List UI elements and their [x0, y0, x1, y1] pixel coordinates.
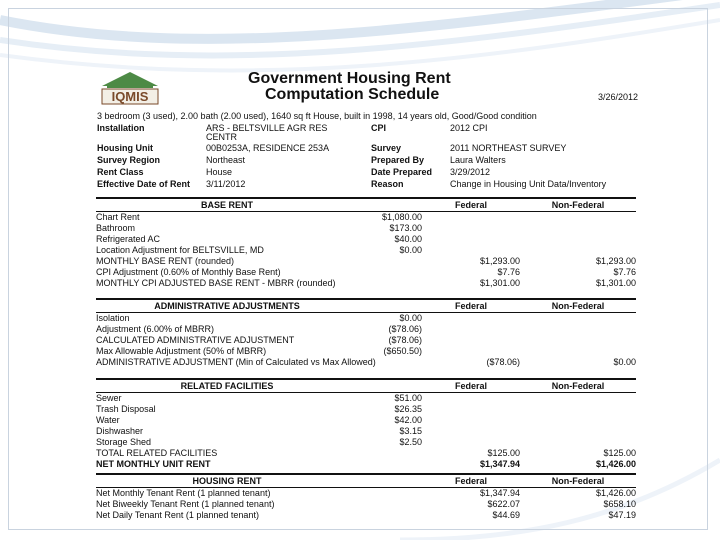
row-label: Bathroom — [96, 223, 136, 233]
table-row — [96, 256, 636, 267]
table-row — [96, 278, 636, 289]
row-amount — [358, 459, 422, 470]
nonfederal-column-header: Non-Federal — [520, 198, 636, 212]
row-amount — [358, 278, 422, 289]
row-label: Storage Shed — [96, 437, 152, 447]
table-row — [96, 212, 636, 224]
table-row — [96, 437, 636, 448]
row-nonfederal: $7.76 — [613, 267, 636, 277]
row-federal — [422, 313, 520, 325]
prepared-by-value: Laura Walters — [450, 155, 506, 165]
row-label: Location Adjustment for BELTSVILLE, MD — [96, 245, 264, 255]
nonfederal-column-header: Non-Federal — [520, 474, 636, 488]
row-amount: $51.00 — [394, 393, 422, 403]
installation-label: Installation — [97, 123, 145, 133]
row-amount: $173.00 — [389, 223, 422, 233]
row-nonfederal — [520, 426, 636, 437]
table-row — [96, 335, 636, 346]
row-federal: $1,293.00 — [479, 256, 520, 266]
row-federal: $622.07 — [487, 499, 520, 509]
row-federal: $1,347.94 — [479, 488, 520, 498]
row-nonfederal — [520, 234, 636, 245]
info-left — [97, 122, 367, 190]
print-date: 3/26/2012 — [598, 92, 639, 102]
federal-column-header: Federal — [422, 474, 520, 488]
row-federal — [422, 437, 520, 448]
row-label: Net Monthly Tenant Rent (1 planned tenant) — [96, 488, 271, 498]
table-row — [96, 357, 636, 368]
row-label: Dishwasher — [96, 426, 144, 436]
row-nonfederal: $658.10 — [603, 499, 636, 509]
row-federal — [422, 335, 520, 346]
federal-column-header: Federal — [422, 198, 520, 212]
related-header-row — [96, 379, 636, 393]
row-nonfederal — [520, 415, 636, 426]
section-title: BASE RENT — [96, 198, 358, 212]
row-amount — [358, 256, 422, 267]
nonfederal-column-header: Non-Federal — [520, 299, 636, 313]
installation-value-cont: CENTR — [206, 132, 237, 142]
table-row — [96, 459, 636, 470]
row-label: Trash Disposal — [96, 404, 156, 414]
table-row — [96, 510, 636, 521]
row-amount: $2.50 — [399, 437, 422, 447]
row-amount — [358, 510, 422, 521]
date-prepared-label: Date Prepared — [371, 167, 433, 177]
row-label: Net Biweekly Tenant Rent (1 planned tenant) — [96, 499, 275, 509]
row-amount — [358, 499, 422, 510]
federal-column-header: Federal — [422, 299, 520, 313]
logo-text: IQMIS — [111, 89, 149, 104]
housing-unit-value: 00B0253A, RESIDENCE 253A — [206, 143, 330, 153]
row-amount: ($78.06) — [388, 324, 422, 334]
row-federal — [422, 426, 520, 437]
row-nonfederal — [520, 212, 636, 224]
row-federal — [422, 223, 520, 234]
row-label: Refrigerated AC — [96, 234, 161, 244]
table-row — [96, 346, 636, 357]
row-federal: $125.00 — [487, 448, 520, 458]
table-row — [96, 245, 636, 256]
table-row — [96, 313, 636, 325]
row-label: CPI Adjustment (0.60% of Monthly Base Rent) — [96, 267, 281, 277]
row-federal — [422, 346, 520, 357]
section-title: RELATED FACILITIES — [96, 379, 358, 393]
survey-value: 2011 NORTHEAST SURVEY — [450, 143, 567, 153]
row-amount — [358, 267, 422, 278]
section-title: ADMINISTRATIVE ADJUSTMENTS — [96, 299, 358, 313]
unit-description: 3 bedroom (3 used), 2.00 bath (2.00 used), 1640 sq ft House, built in 1998, 14 years old, Good/Good condition — [97, 111, 537, 121]
row-label: MONTHLY BASE RENT (rounded) — [96, 256, 235, 266]
table-row — [96, 448, 636, 459]
row-nonfederal: $47.19 — [608, 510, 636, 520]
header-spacer — [358, 379, 422, 393]
reason-value: Change in Housing Unit Data/Inventory — [450, 179, 607, 189]
row-nonfederal: $1,293.00 — [595, 256, 636, 266]
table-row — [96, 415, 636, 426]
row-label: Chart Rent — [96, 212, 140, 222]
administrative-adjustments-table — [96, 298, 636, 368]
row-nonfederal — [520, 313, 636, 325]
row-label: Isolation — [96, 313, 130, 323]
section-title: HOUSING RENT — [96, 474, 358, 488]
table-row — [96, 234, 636, 245]
row-federal — [422, 324, 520, 335]
row-federal: ($78.06) — [486, 357, 520, 367]
row-label: CALCULATED ADMINISTRATIVE ADJUSTMENT — [96, 335, 295, 345]
row-federal: $44.69 — [492, 510, 520, 520]
row-nonfederal: $1,426.00 — [595, 488, 636, 498]
row-federal — [422, 415, 520, 426]
cpi-value: 2012 CPI — [450, 123, 488, 133]
row-nonfederal — [520, 404, 636, 415]
page-title-line2: Computation Schedule — [265, 86, 440, 103]
iqmis-logo — [98, 70, 162, 106]
page-title-line1: Government Housing Rent — [248, 70, 451, 87]
row-nonfederal: $1,301.00 — [595, 278, 636, 288]
row-nonfederal — [520, 346, 636, 357]
row-amount — [358, 488, 422, 500]
federal-column-header: Federal — [422, 379, 520, 393]
table-row — [96, 499, 636, 510]
row-federal: $1,301.00 — [479, 278, 520, 288]
row-label: ADMINISTRATIVE ADJUSTMENT (Min of Calculated vs Max Allowed) — [96, 357, 376, 367]
row-nonfederal — [520, 437, 636, 448]
effective-date-label: Effective Date of Rent — [97, 179, 191, 189]
prepared-by-label: Prepared By — [371, 155, 425, 165]
row-amount: $42.00 — [394, 415, 422, 425]
table-row — [96, 426, 636, 437]
date-prepared-value: 3/29/2012 — [450, 167, 491, 177]
housing-unit-label: Housing Unit — [97, 143, 153, 153]
row-label: Water — [96, 415, 120, 425]
header-spacer — [358, 198, 422, 212]
row-federal: $1,347.94 — [479, 459, 520, 469]
row-label: Net Daily Tenant Rent (1 planned tenant) — [96, 510, 259, 520]
row-nonfederal: $125.00 — [603, 448, 636, 458]
survey-region-label: Survey Region — [97, 155, 161, 165]
row-nonfederal — [520, 245, 636, 256]
row-label: NET MONTHLY UNIT RENT — [96, 459, 211, 469]
table-row — [96, 267, 636, 278]
row-label: TOTAL RELATED FACILITIES — [96, 448, 218, 458]
row-federal — [422, 245, 520, 256]
row-amount: $40.00 — [394, 234, 422, 244]
table-row — [96, 404, 636, 415]
row-nonfederal — [520, 393, 636, 405]
survey-region-value: Northeast — [206, 155, 246, 165]
row-amount: $1,080.00 — [381, 212, 422, 222]
row-federal — [422, 234, 520, 245]
info-right — [371, 122, 636, 190]
row-nonfederal — [520, 223, 636, 234]
row-amount: ($650.50) — [383, 346, 422, 356]
table-row — [96, 223, 636, 234]
row-federal: $7.76 — [497, 267, 520, 277]
header-spacer — [358, 299, 422, 313]
base-rent-table — [96, 197, 636, 289]
row-federal — [422, 212, 520, 224]
row-nonfederal — [520, 324, 636, 335]
row-amount — [358, 448, 422, 459]
survey-label: Survey — [371, 143, 402, 153]
rent-class-label: Rent Class — [97, 167, 144, 177]
row-amount: $26.35 — [394, 404, 422, 414]
row-amount: $3.15 — [399, 426, 422, 436]
row-amount: $0.00 — [399, 313, 422, 323]
row-amount: ($78.06) — [388, 335, 422, 345]
cpi-label: CPI — [371, 123, 387, 133]
rent-class-value: House — [206, 167, 233, 177]
row-label: Adjustment (6.00% of MBRR) — [96, 324, 215, 334]
reason-label: Reason — [371, 179, 404, 189]
base-header-row — [96, 198, 636, 212]
row-amount: $0.00 — [399, 245, 422, 255]
row-label: Max Allowable Adjustment (50% of MBRR) — [96, 346, 267, 356]
effective-date-value: 3/11/2012 — [206, 179, 246, 189]
row-label: MONTHLY CPI ADJUSTED BASE RENT - MBRR (rounded) — [96, 278, 336, 288]
table-row — [96, 324, 636, 335]
housing-rent-table — [96, 473, 636, 521]
row-nonfederal: $1,426.00 — [595, 459, 636, 469]
row-federal — [422, 393, 520, 405]
table-row — [96, 393, 636, 405]
installation-value: ARS - BELTSVILLE AGR RES — [206, 123, 328, 133]
row-federal — [422, 404, 520, 415]
admin-header-row — [96, 299, 636, 313]
header-spacer — [358, 474, 422, 488]
row-nonfederal: $0.00 — [613, 357, 636, 367]
housing-header-row — [96, 474, 636, 488]
nonfederal-column-header: Non-Federal — [520, 379, 636, 393]
related-facilities-table — [96, 378, 636, 470]
table-row — [96, 488, 636, 500]
row-label: Sewer — [96, 393, 122, 403]
row-nonfederal — [520, 335, 636, 346]
